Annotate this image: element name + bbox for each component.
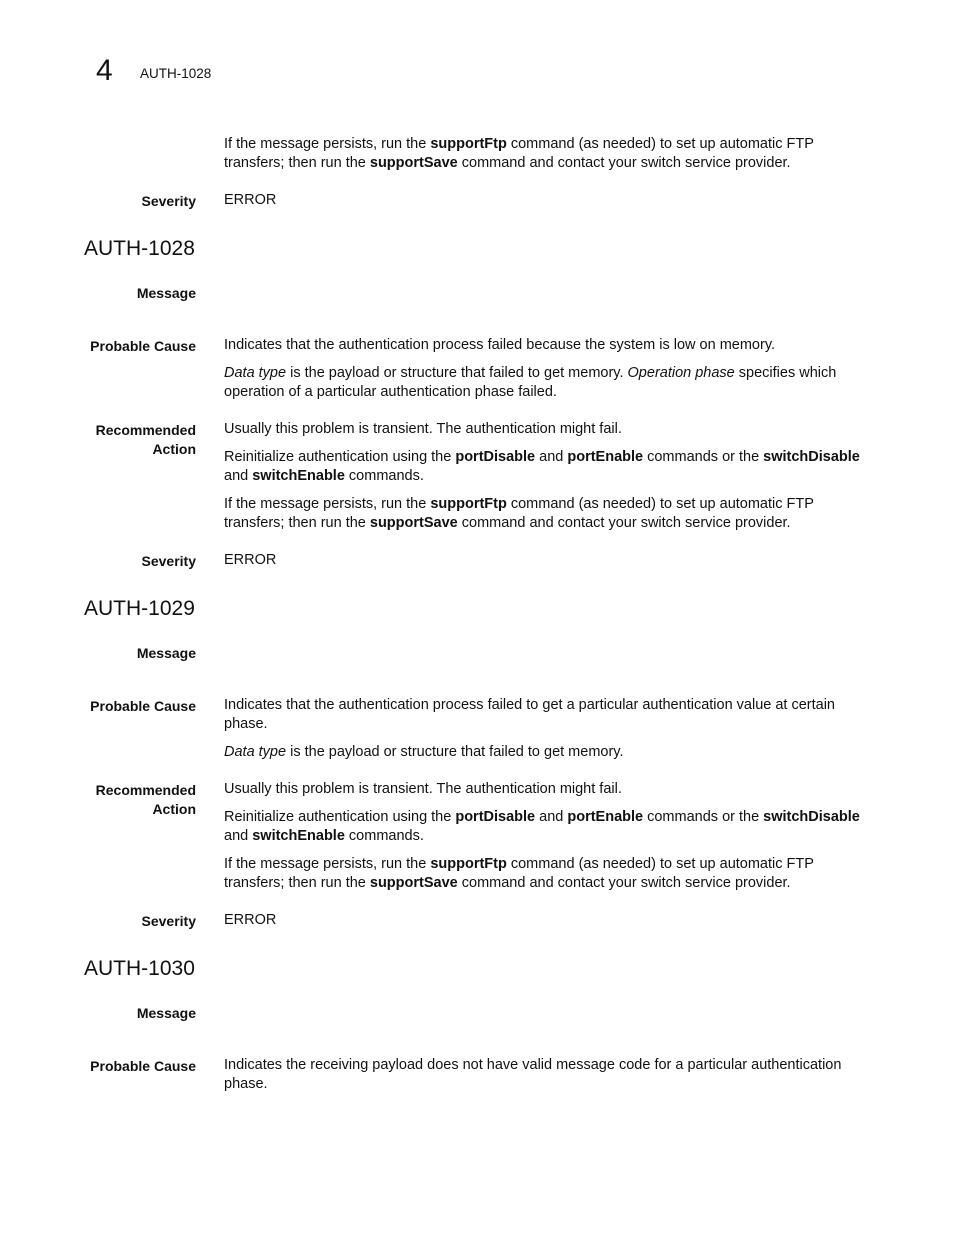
recommended-action-label: Recommended Action <box>95 422 196 457</box>
probable-cause-label: Probable Cause <box>90 698 196 714</box>
recommended-action-label: Recommended Action <box>95 782 196 817</box>
cmd-supportftp: supportFtp <box>430 136 507 152</box>
severity-label: Severity <box>141 193 196 209</box>
probable-cause-label: Probable Cause <box>90 1058 196 1074</box>
probable-cause-text: Indicates that the authentication process failed to get a particular authentication value at certain phase. Data type is the payload or structure that failed to get memory. <box>224 697 835 760</box>
chapter-ref: AUTH-1028 <box>140 66 212 81</box>
probable-cause-label: Probable Cause <box>90 338 196 354</box>
severity-label: Severity <box>141 553 196 569</box>
probable-cause-text: Indicates the receiving payload does not have valid message code for a particular authentication phase. <box>224 1057 842 1092</box>
section-title-auth-1028: AUTH-1028 <box>84 237 195 260</box>
intro-persist-text: If the message persists, run the supportFtp command (as needed) to set up automatic FTP transfers; then run the supportSave command and contact your switch service provider. <box>224 136 814 171</box>
recommended-action-text: Usually this problem is transient. The authentication might fail. Reinitialize authentication using the portDisable and portEnable commands or the switchDisable and switchEnable commands. If the message persists, run the supportFtp command (as needed) to set up automatic FTP transfers; then run the supportSave command and contact your switch service provider. <box>224 421 860 531</box>
severity-value: ERROR <box>224 552 277 568</box>
severity-value: ERROR <box>224 192 277 208</box>
message-label: Message <box>136 285 196 301</box>
cmd-supportsave: supportSave <box>369 155 458 171</box>
probable-cause-text: Indicates that the authentication process failed because the system is low on memory. Data type is the payload or structure that failed to get memory. Operation phase specifies which operation of a particular authentication phase failed. <box>224 337 837 400</box>
severity-label: Severity <box>141 913 196 929</box>
severity-value: ERROR <box>224 912 277 928</box>
message-label: Message <box>136 645 196 661</box>
message-label: Message <box>136 1005 196 1021</box>
section-title-auth-1030: AUTH-1030 <box>84 957 195 980</box>
chapter-number: 4 <box>96 54 113 87</box>
recommended-action-text: Usually this problem is transient. The authentication might fail. Reinitialize authentication using the portDisable and portEnable commands or the switchDisable and switchEnable commands. If the message persists, run the supportFtp command (as needed) to set up automatic FTP transfers; then run the supportSave command and contact your switch service provider. <box>224 781 860 891</box>
section-title-auth-1029: AUTH-1029 <box>84 597 195 620</box>
